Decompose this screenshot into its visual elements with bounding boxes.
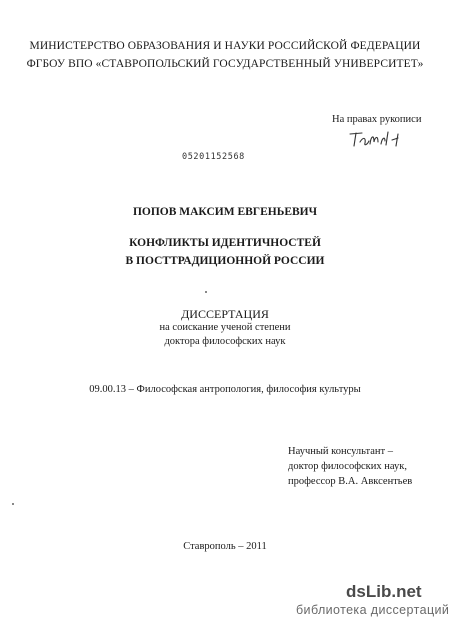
scan-speck-left bbox=[12, 503, 14, 505]
university-header: ФГБОУ ВПО «СТАВРОПОЛЬСКИЙ ГОСУДАРСТВЕННЫЙ УНИВЕРСИТЕТ» bbox=[26, 58, 424, 70]
author-name: ПОПОВ МАКСИМ ЕВГЕНЬЕВИЧ bbox=[132, 206, 318, 218]
watermark-tagline: библиотека диссертаций bbox=[296, 603, 450, 617]
city-year: Ставрополь – 2011 bbox=[183, 541, 267, 552]
manuscript-note: На правах рукописи bbox=[332, 114, 422, 125]
scan-speck bbox=[205, 291, 207, 293]
dissertation-label: ДИССЕРТАЦИЯ bbox=[181, 307, 269, 321]
consultant-line-1: Научный консультант – bbox=[288, 446, 393, 457]
ministry-header: МИНИСТЕРСТВО ОБРАЗОВАНИЯ И НАУКИ РОССИЙСКОЙ ФЕДЕРАЦИИ bbox=[29, 40, 421, 52]
specialty-code: 09.00.13 – Философская антропология, философия культуры bbox=[89, 384, 361, 395]
watermark-tld: .net bbox=[391, 582, 422, 601]
stamp-number: 05201152568 bbox=[182, 152, 245, 162]
degree-line-1: на соискание ученой степени bbox=[159, 322, 291, 333]
title-line-2: В ПОСТТРАДИЦИОННОЙ РОССИИ bbox=[125, 255, 325, 267]
consultant-line-2: доктор философских наук, bbox=[288, 461, 407, 472]
consultant-line-3: профессор В.А. Авксентьев bbox=[288, 476, 413, 487]
degree-line-2: доктора философских наук bbox=[164, 336, 286, 347]
watermark-logo bbox=[346, 582, 422, 602]
title-line-1: КОНФЛИКТЫ ИДЕНТИЧНОСТЕЙ bbox=[129, 237, 321, 249]
watermark-name: dsLib bbox=[346, 582, 392, 601]
handwritten-signature bbox=[348, 128, 406, 155]
